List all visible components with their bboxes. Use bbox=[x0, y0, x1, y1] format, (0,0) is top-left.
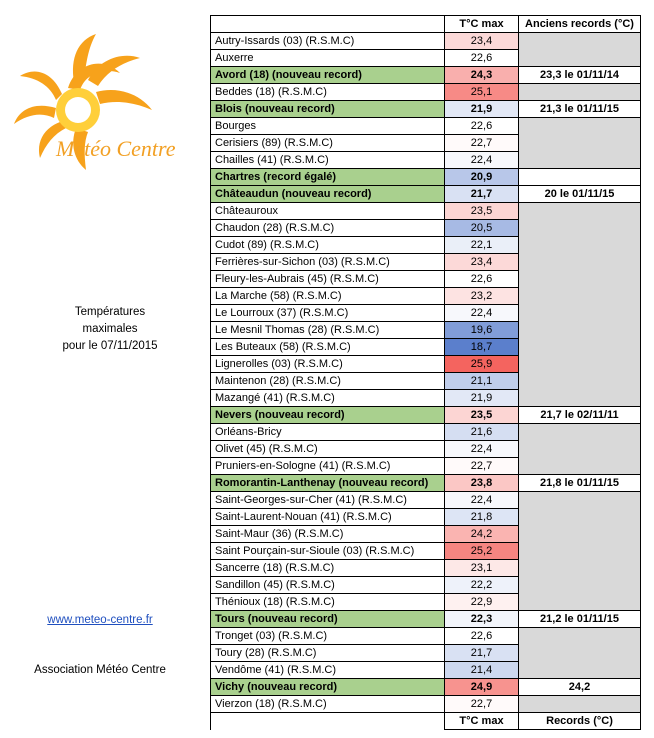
table-row bbox=[211, 475, 641, 492]
station-name: Blois (nouveau record) bbox=[211, 101, 445, 118]
caption bbox=[40, 304, 180, 355]
table-row bbox=[211, 101, 641, 118]
max-temperature: 22,1 bbox=[445, 237, 519, 254]
station-name: Le Lourroux (37) (R.S.M.C) bbox=[211, 305, 445, 322]
old-record bbox=[519, 594, 641, 611]
station-name: Châteauroux bbox=[211, 203, 445, 220]
station-name: Bourges bbox=[211, 118, 445, 135]
station-name: Vichy (nouveau record) bbox=[211, 679, 445, 696]
station-name: Chaudon (28) (R.S.M.C) bbox=[211, 220, 445, 237]
old-record bbox=[519, 373, 641, 390]
table-row bbox=[211, 390, 641, 407]
max-temperature: 24,9 bbox=[445, 679, 519, 696]
header-old-records: Anciens records (°C) bbox=[519, 16, 641, 33]
table-row bbox=[211, 305, 641, 322]
association-label: Association Météo Centre bbox=[34, 664, 166, 676]
old-record bbox=[519, 169, 641, 186]
station-name: Cudot (89) (R.S.M.C) bbox=[211, 237, 445, 254]
old-record: 21,7 le 02/11/11 bbox=[519, 407, 641, 424]
max-temperature: 22,4 bbox=[445, 441, 519, 458]
table-row bbox=[211, 271, 641, 288]
station-name: Olivet (45) (R.S.M.C) bbox=[211, 441, 445, 458]
max-temperature: 22,4 bbox=[445, 152, 519, 169]
max-temperature: 19,6 bbox=[445, 322, 519, 339]
station-name: La Marche (58) (R.S.M.C) bbox=[211, 288, 445, 305]
station-name: Vendôme (41) (R.S.M.C) bbox=[211, 662, 445, 679]
max-temperature: 23,4 bbox=[445, 254, 519, 271]
table-row bbox=[211, 407, 641, 424]
station-name: Sancerre (18) (R.S.M.C) bbox=[211, 560, 445, 577]
station-name: Nevers (nouveau record) bbox=[211, 407, 445, 424]
old-record: 24,2 bbox=[519, 679, 641, 696]
max-temperature: 22,6 bbox=[445, 118, 519, 135]
caption-line-3: pour le 07/11/2015 bbox=[62, 340, 158, 352]
station-name: Thénioux (18) (R.S.M.C) bbox=[211, 594, 445, 611]
table-row bbox=[211, 509, 641, 526]
table-row bbox=[211, 492, 641, 509]
old-record bbox=[519, 645, 641, 662]
station-name: Le Mesnil Thomas (28) (R.S.M.C) bbox=[211, 322, 445, 339]
max-temperature: 22,2 bbox=[445, 577, 519, 594]
station-name: Maintenon (28) (R.S.M.C) bbox=[211, 373, 445, 390]
table-row bbox=[211, 373, 641, 390]
old-record bbox=[519, 237, 641, 254]
max-temperature: 23,1 bbox=[445, 560, 519, 577]
old-record bbox=[519, 322, 641, 339]
max-temperature: 25,2 bbox=[445, 543, 519, 560]
table-row bbox=[211, 696, 641, 713]
max-temperature: 21,7 bbox=[445, 645, 519, 662]
max-temperature: 22,4 bbox=[445, 305, 519, 322]
old-record bbox=[519, 254, 641, 271]
max-temperature: 24,3 bbox=[445, 67, 519, 84]
station-name: Autry-Issards (03) (R.S.M.C) bbox=[211, 33, 445, 50]
table-row bbox=[211, 628, 641, 645]
station-name: Vierzon (18) (R.S.M.C) bbox=[211, 696, 445, 713]
table-row bbox=[211, 169, 641, 186]
table-row bbox=[211, 645, 641, 662]
logo-text: Météo Centre bbox=[56, 136, 176, 161]
header-blank bbox=[211, 16, 445, 33]
table-row bbox=[211, 135, 641, 152]
old-record bbox=[519, 696, 641, 713]
table-row bbox=[211, 50, 641, 67]
station-name: Châteaudun (nouveau record) bbox=[211, 186, 445, 203]
station-name: Chartres (record égalé) bbox=[211, 169, 445, 186]
table-row bbox=[211, 441, 641, 458]
station-name: Fleury-les-Aubrais (45) (R.S.M.C) bbox=[211, 271, 445, 288]
old-record: 21,3 le 01/11/15 bbox=[519, 101, 641, 118]
table-row bbox=[211, 203, 641, 220]
table-row bbox=[211, 560, 641, 577]
max-temperature: 22,4 bbox=[445, 492, 519, 509]
table-row bbox=[211, 356, 641, 373]
header-temp: T°C max bbox=[445, 16, 519, 33]
max-temperature: 25,1 bbox=[445, 84, 519, 101]
table-row bbox=[211, 339, 641, 356]
max-temperature: 20,9 bbox=[445, 169, 519, 186]
footer-temp: T°C max bbox=[445, 713, 519, 730]
station-name: Beddes (18) (R.S.M.C) bbox=[211, 84, 445, 101]
max-temperature: 22,7 bbox=[445, 458, 519, 475]
table-row bbox=[211, 33, 641, 50]
old-record bbox=[519, 339, 641, 356]
old-record bbox=[519, 390, 641, 407]
station-name: Auxerre bbox=[211, 50, 445, 67]
station-name: Romorantin-Lanthenay (nouveau record) bbox=[211, 475, 445, 492]
station-name: Pruniers-en-Sologne (41) (R.S.M.C) bbox=[211, 458, 445, 475]
old-record bbox=[519, 118, 641, 135]
old-record bbox=[519, 50, 641, 67]
station-name: Saint-Maur (36) (R.S.M.C) bbox=[211, 526, 445, 543]
caption-line-2: maximales bbox=[82, 323, 138, 335]
old-record bbox=[519, 271, 641, 288]
station-name: Avord (18) (nouveau record) bbox=[211, 67, 445, 84]
max-temperature: 24,2 bbox=[445, 526, 519, 543]
max-temperature: 22,3 bbox=[445, 611, 519, 628]
table-row bbox=[211, 254, 641, 271]
max-temperature: 25,9 bbox=[445, 356, 519, 373]
old-record bbox=[519, 33, 641, 50]
old-record bbox=[519, 662, 641, 679]
caption-line-1: Températures bbox=[74, 306, 146, 318]
table-row bbox=[211, 577, 641, 594]
table-row bbox=[211, 118, 641, 135]
table-row bbox=[211, 424, 641, 441]
station-name: Lignerolles (03) (R.S.M.C) bbox=[211, 356, 445, 373]
max-temperature: 23,8 bbox=[445, 475, 519, 492]
max-temperature: 21,9 bbox=[445, 390, 519, 407]
station-name: Saint-Laurent-Nouan (41) (R.S.M.C) bbox=[211, 509, 445, 526]
old-record: 21,2 le 01/11/15 bbox=[519, 611, 641, 628]
footer-records: Records (°C) bbox=[519, 713, 641, 730]
station-name: Orléans-Bricy bbox=[211, 424, 445, 441]
table-row bbox=[211, 84, 641, 101]
table-row bbox=[211, 67, 641, 84]
old-record bbox=[519, 543, 641, 560]
max-temperature: 21,7 bbox=[445, 186, 519, 203]
website-link[interactable]: www.meteo-centre.fr bbox=[47, 614, 153, 626]
old-record bbox=[519, 492, 641, 509]
old-record bbox=[519, 560, 641, 577]
station-name: Tronget (03) (R.S.M.C) bbox=[211, 628, 445, 645]
max-temperature: 22,7 bbox=[445, 696, 519, 713]
max-temperature: 22,6 bbox=[445, 271, 519, 288]
station-name: Saint Pourçain-sur-Sioule (03) (R.S.M.C) bbox=[211, 543, 445, 560]
station-name: Les Buteaux (58) (R.S.M.C) bbox=[211, 339, 445, 356]
old-record bbox=[519, 220, 641, 237]
old-record bbox=[519, 305, 641, 322]
old-record bbox=[519, 441, 641, 458]
table-row bbox=[211, 186, 641, 203]
max-temperature: 22,9 bbox=[445, 594, 519, 611]
old-record bbox=[519, 152, 641, 169]
old-record bbox=[519, 356, 641, 373]
old-record bbox=[519, 628, 641, 645]
table-row bbox=[211, 220, 641, 237]
max-temperature: 20,5 bbox=[445, 220, 519, 237]
station-name: Mazangé (41) (R.S.M.C) bbox=[211, 390, 445, 407]
table-row bbox=[211, 594, 641, 611]
station-name: Chailles (41) (R.S.M.C) bbox=[211, 152, 445, 169]
max-temperature: 21,8 bbox=[445, 509, 519, 526]
max-temperature: 18,7 bbox=[445, 339, 519, 356]
max-temperature: 21,9 bbox=[445, 101, 519, 118]
table-row bbox=[211, 543, 641, 560]
old-record bbox=[519, 458, 641, 475]
station-name: Toury (28) (R.S.M.C) bbox=[211, 645, 445, 662]
old-record bbox=[519, 424, 641, 441]
old-record bbox=[519, 135, 641, 152]
station-name: Sandillon (45) (R.S.M.C) bbox=[211, 577, 445, 594]
table-row bbox=[211, 679, 641, 696]
max-temperature: 21,1 bbox=[445, 373, 519, 390]
max-temperature: 23,2 bbox=[445, 288, 519, 305]
station-name: Cerisiers (89) (R.S.M.C) bbox=[211, 135, 445, 152]
old-record: 23,3 le 01/11/14 bbox=[519, 67, 641, 84]
footer-blank bbox=[211, 713, 445, 730]
station-name: Saint-Georges-sur-Cher (41) (R.S.M.C) bbox=[211, 492, 445, 509]
table-row bbox=[211, 322, 641, 339]
meteo-centre-logo bbox=[8, 28, 193, 178]
table-row bbox=[211, 611, 641, 628]
old-record bbox=[519, 288, 641, 305]
old-record: 20 le 01/11/15 bbox=[519, 186, 641, 203]
table-row bbox=[211, 526, 641, 543]
station-name: Ferrières-sur-Sichon (03) (R.S.M.C) bbox=[211, 254, 445, 271]
table-row bbox=[211, 237, 641, 254]
temperature-table bbox=[210, 15, 641, 730]
max-temperature: 22,6 bbox=[445, 628, 519, 645]
max-temperature: 23,4 bbox=[445, 33, 519, 50]
max-temperature: 23,5 bbox=[445, 203, 519, 220]
old-record bbox=[519, 509, 641, 526]
footer-row bbox=[211, 713, 641, 730]
max-temperature: 23,5 bbox=[445, 407, 519, 424]
max-temperature: 21,6 bbox=[445, 424, 519, 441]
table-row bbox=[211, 152, 641, 169]
max-temperature: 21,4 bbox=[445, 662, 519, 679]
station-name: Tours (nouveau record) bbox=[211, 611, 445, 628]
old-record bbox=[519, 577, 641, 594]
old-record bbox=[519, 203, 641, 220]
table-row bbox=[211, 288, 641, 305]
max-temperature: 22,7 bbox=[445, 135, 519, 152]
old-record bbox=[519, 84, 641, 101]
table-row bbox=[211, 458, 641, 475]
header-row bbox=[211, 16, 641, 33]
max-temperature: 22,6 bbox=[445, 50, 519, 67]
old-record: 21,8 le 01/11/15 bbox=[519, 475, 641, 492]
table-row bbox=[211, 662, 641, 679]
old-record bbox=[519, 526, 641, 543]
